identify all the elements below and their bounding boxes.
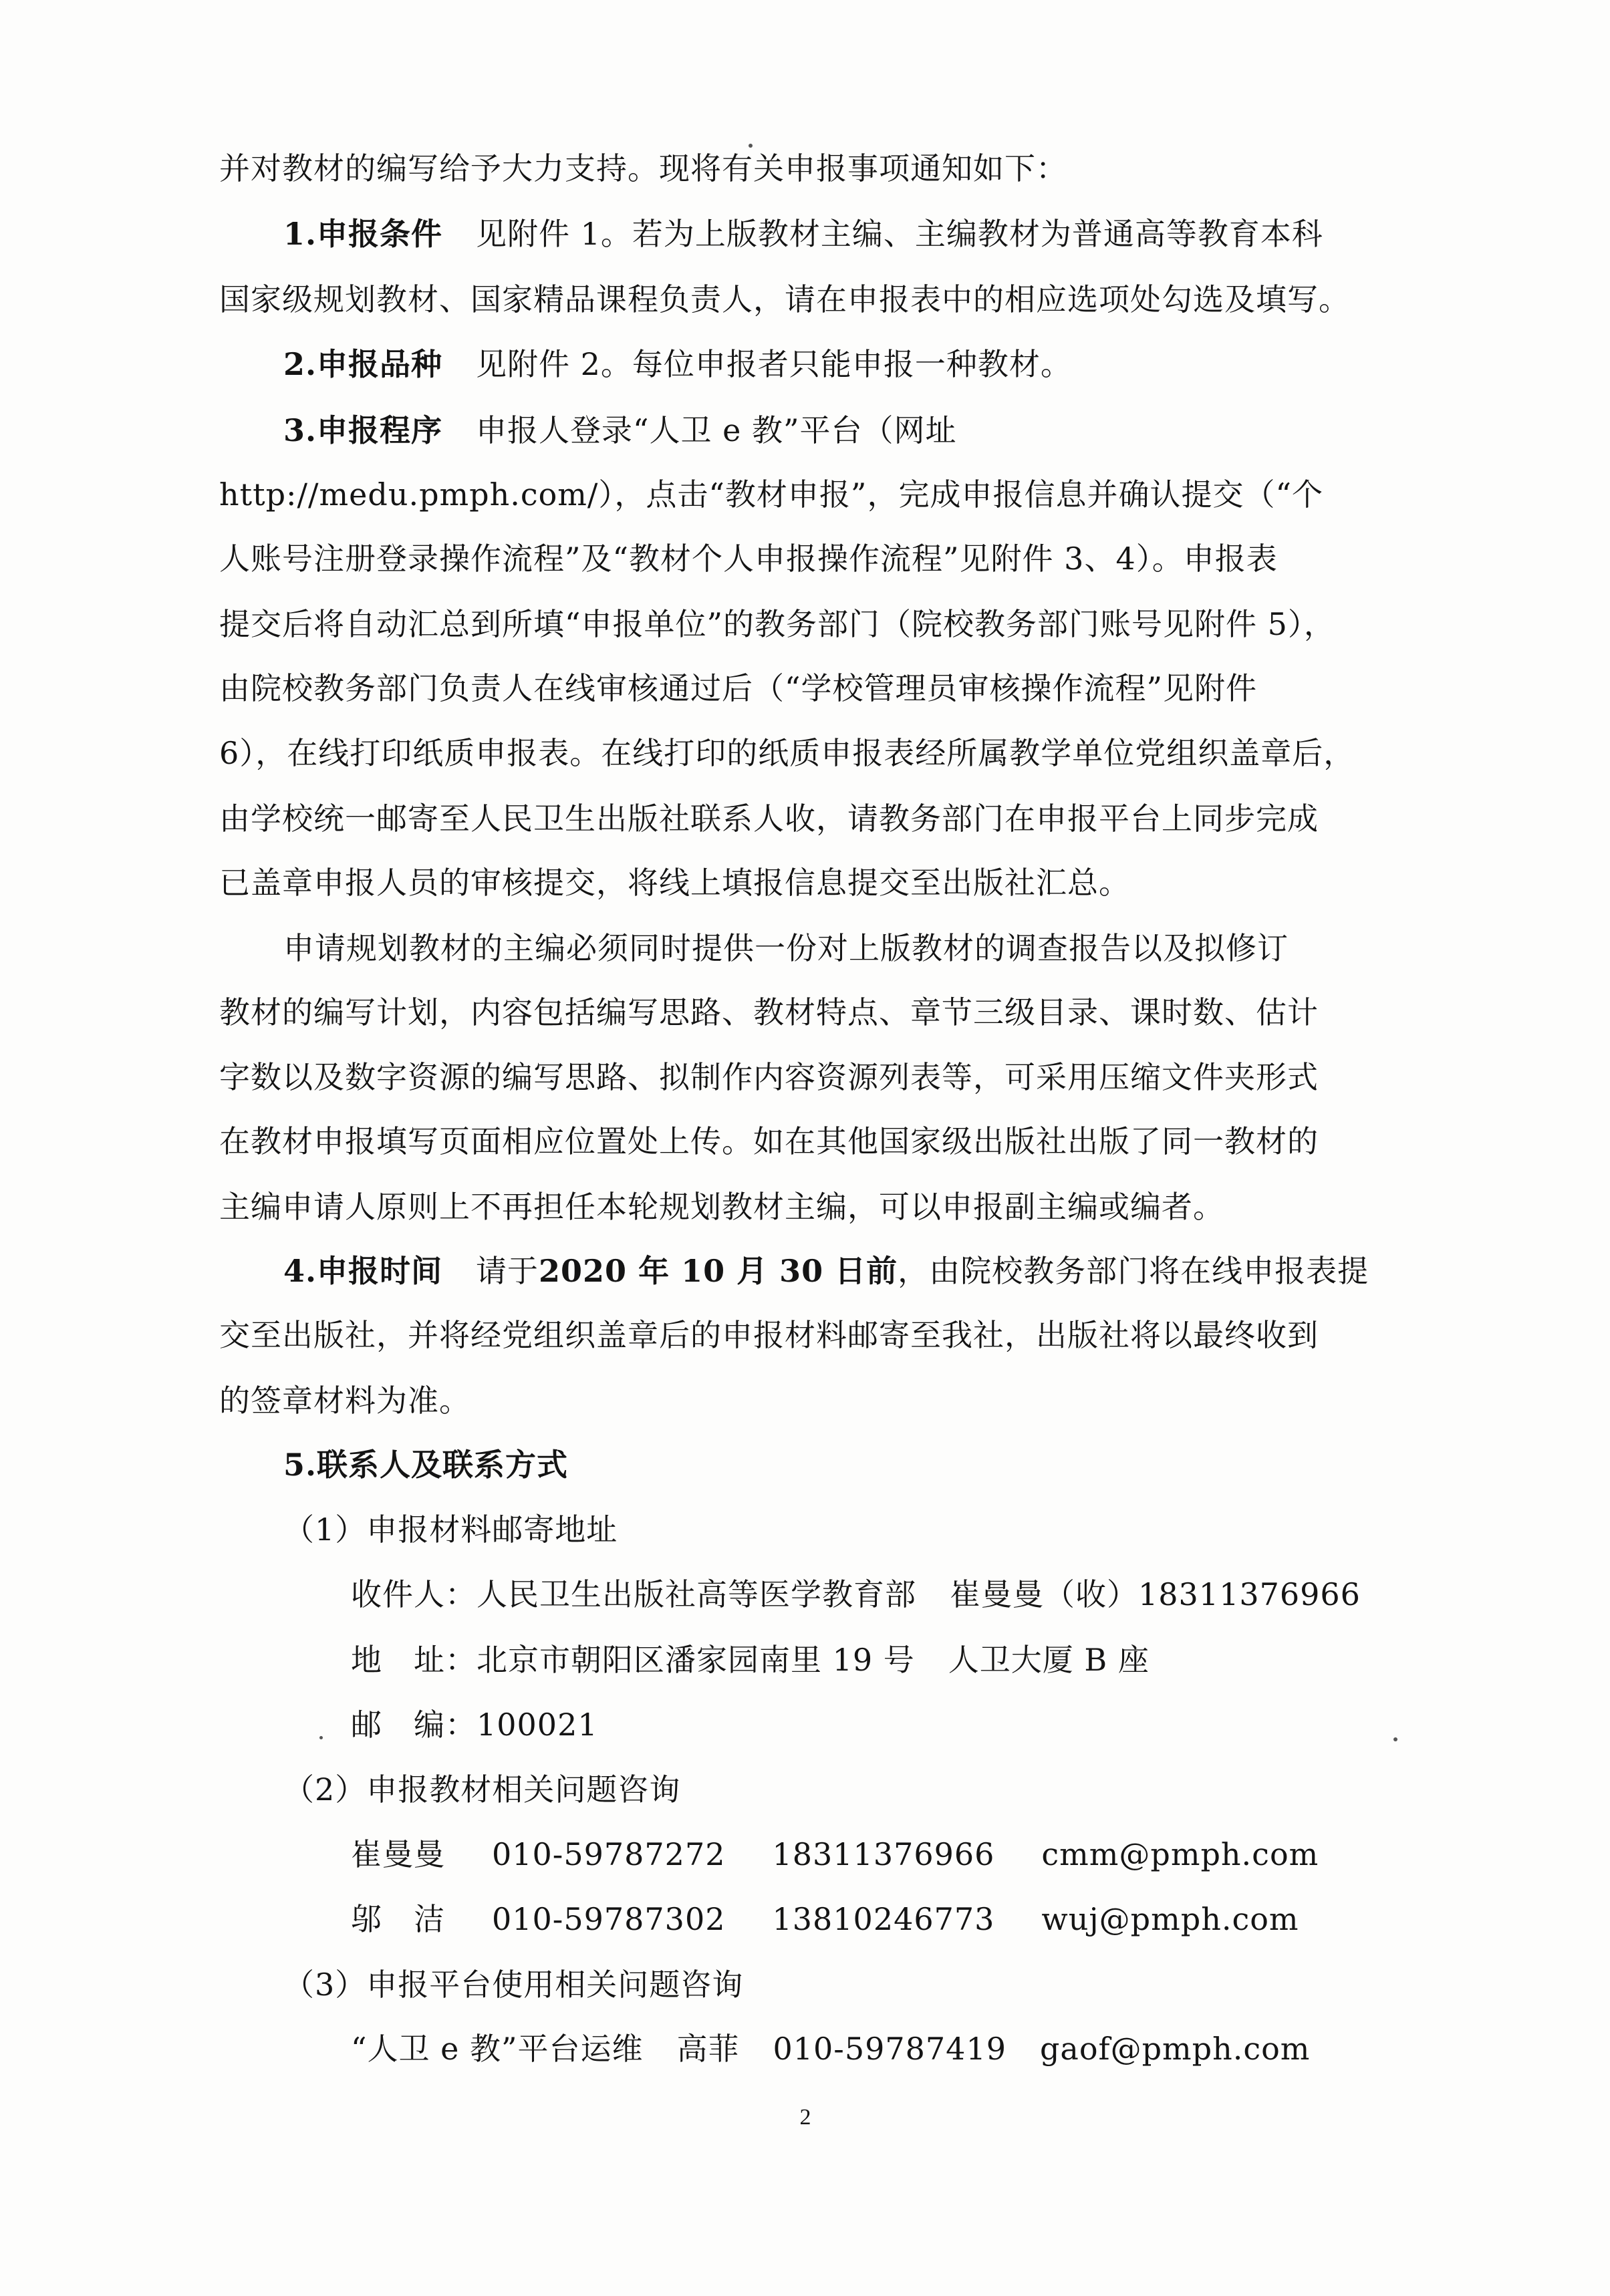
contact-mobile: 13810246773	[772, 1901, 995, 1937]
contact-phone: 010-59787272	[492, 1836, 726, 1872]
section-2-line-1	[283, 344, 1072, 384]
section-1-line-2: 国家级规划教材、国家精品课程负责人，请在申报表中的相应选项处勾选及填写。	[219, 281, 1350, 317]
section-3-line-7: 由学校统一邮寄至人民卫生出版社联系人收，请教务部门在申报平台上同步完成	[219, 801, 1319, 837]
section-4-text-post: ，由院校教务部门将在线申报表提	[898, 1253, 1369, 1289]
recipient-label: 收件人：	[351, 1576, 477, 1612]
platform-email: gaof@pmph.com	[1039, 2031, 1311, 2067]
section-4-heading: 4.申报时间	[283, 1253, 443, 1289]
editor-paragraph-line-1: 申请规划教材的主编必须同时提供一份对上版教材的调查报告以及拟修订	[283, 930, 1289, 966]
section-3-line-5: 由院校教务部门负责人在线审核通过后（“学校管理员审核操作流程”见附件	[219, 670, 1258, 706]
section-2-heading: 2.申报品种	[283, 346, 443, 382]
platform-role: “人卫 e 教”平台运维	[351, 2031, 644, 2067]
section-1-line-1	[283, 214, 1323, 254]
platform-name: 高菲	[676, 2031, 740, 2067]
section-1-text-1: 见附件 1。若为上版教材主编、主编教材为普通高等教育本科	[476, 216, 1323, 252]
postcode-value: 100021	[477, 1707, 598, 1743]
section-3-heading: 3.申报程序	[283, 412, 443, 448]
contact-name: 邬 洁	[351, 1901, 445, 1937]
scan-speck	[749, 144, 753, 148]
section-3-line-1	[283, 410, 957, 450]
section-3-line-3: 人账号注册登录操作流程”及“教材个人申报操作流程”见附件 3、4）。申报表	[219, 541, 1278, 577]
consult-title: （2）申报教材相关问题咨询	[283, 1771, 681, 1808]
mail-postcode-line	[351, 1705, 598, 1745]
recipient-name: 崔曼曼（收）18311376966	[950, 1576, 1361, 1612]
section-4-deadline: 2020 年 10 月 30 日前	[539, 1253, 898, 1289]
postcode-label: 邮 编：	[351, 1707, 477, 1743]
section-4-line-2: 交至出版社，并将经党组织盖章后的申报材料邮寄至我社，出版社将以最终收到	[219, 1317, 1319, 1353]
contact-email: wuj@pmph.com	[1041, 1901, 1299, 1937]
address-label: 地 址：	[351, 1642, 477, 1678]
section-3-line-2: http://medu.pmph.com/），点击“教材申报”，完成申报信息并确认提交（“个	[219, 476, 1323, 513]
mail-address-title: （1）申报材料邮寄地址	[283, 1512, 618, 1548]
section-3-text-1: 申报人登录“人卫 e 教”平台（网址	[476, 412, 957, 448]
mail-recipient-line	[351, 1574, 1361, 1614]
section-3-line-8: 已盖章申报人员的审核提交，将线上填报信息提交至出版社汇总。	[219, 865, 1130, 901]
editor-paragraph-line-5: 主编申请人原则上不再担任本轮规划教材主编，可以申报副主编或编者。	[219, 1189, 1224, 1225]
section-3-line-4: 提交后将自动汇总到所填“申报单位”的教务部门（院校教务部门账号见附件 5），	[219, 606, 1335, 642]
section-4-line-1	[283, 1251, 1369, 1291]
section-2-text-1: 见附件 2。每位申报者只能申报一种教材。	[476, 346, 1072, 382]
scan-speck	[319, 1736, 323, 1739]
consult-contact-row	[351, 1834, 1319, 1874]
section-5-heading: 5.联系人及联系方式	[283, 1447, 569, 1483]
platform-phone: 010-59787419	[773, 2031, 1007, 2067]
section-3-line-6: 6），在线打印纸质申报表。在线打印的纸质申报表经所属教学单位党组织盖章后，	[219, 735, 1355, 771]
editor-paragraph-line-2: 教材的编写计划，内容包括编写思路、教材特点、章节三级目录、课时数、估计	[219, 994, 1319, 1030]
section-1-heading: 1.申报条件	[283, 216, 443, 252]
consult-contact-row	[351, 1899, 1299, 1939]
editor-paragraph-line-4: 在教材申报填写页面相应位置处上传。如在其他国家级出版社出版了同一教材的	[219, 1123, 1319, 1159]
contact-mobile: 18311376966	[772, 1836, 995, 1872]
address-value: 北京市朝阳区潘家园南里 19 号	[477, 1642, 915, 1678]
scan-speck	[1393, 1737, 1397, 1741]
contact-phone: 010-59787302	[492, 1901, 726, 1937]
recipient-value: 人民卫生出版社高等医学教育部	[477, 1576, 916, 1612]
intro-line: 并对教材的编写给予大力支持。现将有关申报事项通知如下：	[219, 150, 1067, 186]
contact-name: 崔曼曼	[351, 1836, 445, 1872]
editor-paragraph-line-3: 字数以及数字资源的编写思路、拟制作内容资源列表等，可采用压缩文件夹形式	[219, 1059, 1319, 1095]
platform-title: （3）申报平台使用相关问题咨询	[283, 1967, 744, 2003]
contact-email: cmm@pmph.com	[1041, 1836, 1319, 1872]
section-4-line-3: 的签章材料为准。	[219, 1383, 471, 1419]
platform-contact-row	[351, 2029, 1310, 2069]
address-building: 人卫大厦 B 座	[948, 1642, 1150, 1678]
page-number: 2	[799, 2105, 811, 2130]
mail-address-line	[351, 1640, 1150, 1680]
section-4-text-pre: 请于	[476, 1253, 539, 1289]
